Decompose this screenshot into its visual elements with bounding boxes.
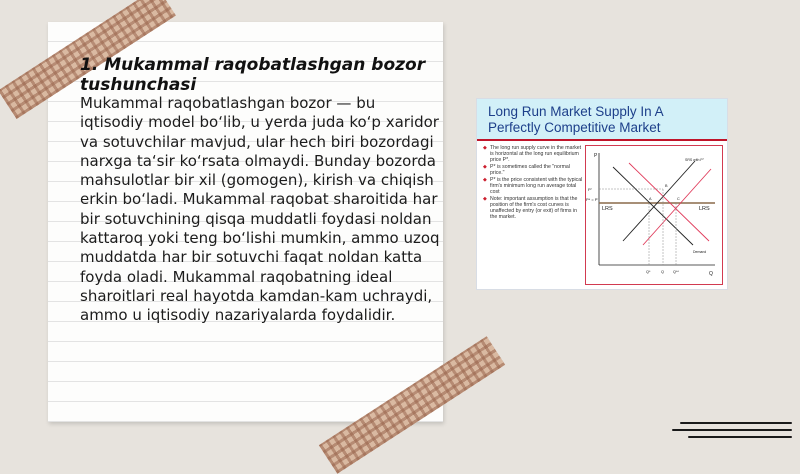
slide-title-bar xyxy=(477,99,727,141)
slide-bullet xyxy=(483,164,583,176)
bullet-icon: ◆ xyxy=(483,164,487,170)
lrs-label-left: LRS xyxy=(602,206,613,212)
slide-bullet xyxy=(483,196,583,220)
stripe-line xyxy=(672,429,792,431)
p-double-prime-label: P'' xyxy=(588,187,593,192)
stripe-line xyxy=(688,436,792,438)
stripe-line xyxy=(680,422,792,424)
decorative-stripes xyxy=(672,422,792,444)
bullet-icon: ◆ xyxy=(483,177,487,183)
lrs-label-right: LRS xyxy=(699,206,710,212)
slide-bullet-text: The long run supply curve in the market is horizontal at the long run equilibrium price P*. xyxy=(490,145,582,163)
slide-bullet-text: P* is sometimes called the "normal price." xyxy=(490,164,570,176)
x-axis-label: Q xyxy=(709,271,713,277)
q-tick-label: Q* xyxy=(646,270,651,274)
slide-thumbnail xyxy=(476,98,728,290)
slide-bullet xyxy=(483,177,583,195)
p-star-label: P* = P' xyxy=(586,197,599,202)
point-a-label: A xyxy=(649,197,652,201)
q-tick-label: Q xyxy=(661,270,664,274)
bullet-icon: ◆ xyxy=(483,196,487,202)
point-b-label: B xyxy=(665,184,668,188)
supply-graph xyxy=(585,145,723,285)
y-axis-label: P xyxy=(594,153,598,159)
q-tick-label: Q** xyxy=(673,270,679,274)
srs-curve-label: SRS with P'' xyxy=(685,158,705,162)
bullet-icon: ◆ xyxy=(483,145,487,151)
graph-frame xyxy=(586,146,723,285)
slide-bullet-text: Note: important assumption is that the position of the firm's cost curves is unaffected by entry (or exit) of firms in the market. xyxy=(490,196,578,220)
section-heading: 1. Mukammal raqobatlashgan bozor tushunchasi xyxy=(80,55,426,95)
point-c-label: C xyxy=(677,197,680,201)
demand-curve-label: Demand xyxy=(693,250,707,254)
slide-title: Long Run Market Supply In A Perfectly Competitive Market xyxy=(488,104,663,135)
section-body-text: Mukammal raqobatlashgan bozor — bu iqtisodiy model bo‘lib, u yerda juda ko‘p xaridor va sotuvchilar mavjud, ular hech biri bozordagi narxga ta‘sir ko‘rsata olmaydi. Bunday bozorda mahsulotlar bir xil (gomogen), kirish va chiqish erkin bo‘ladi. Mukammal raqobat sharoitida har bir sotuvchining qisqa muddatli foydasi noldan kattaroq yoki teng bo‘lishi mumkin, ammo uzoq muddatda har bir sotuvchi faqat noldan katta foyda oladi. Mukammal raqobatning ideal sharoitlari real hayotda kamdan-kam uchraydi, ammo u iqtisodiy nazariyalarda foydalidir. xyxy=(80,94,440,325)
slide-bullet xyxy=(483,145,583,163)
slide-bullet-text: P* is the price consistent with the typical firm's minimum long run average total cost xyxy=(490,177,583,195)
slide-bullet-list xyxy=(483,145,583,221)
